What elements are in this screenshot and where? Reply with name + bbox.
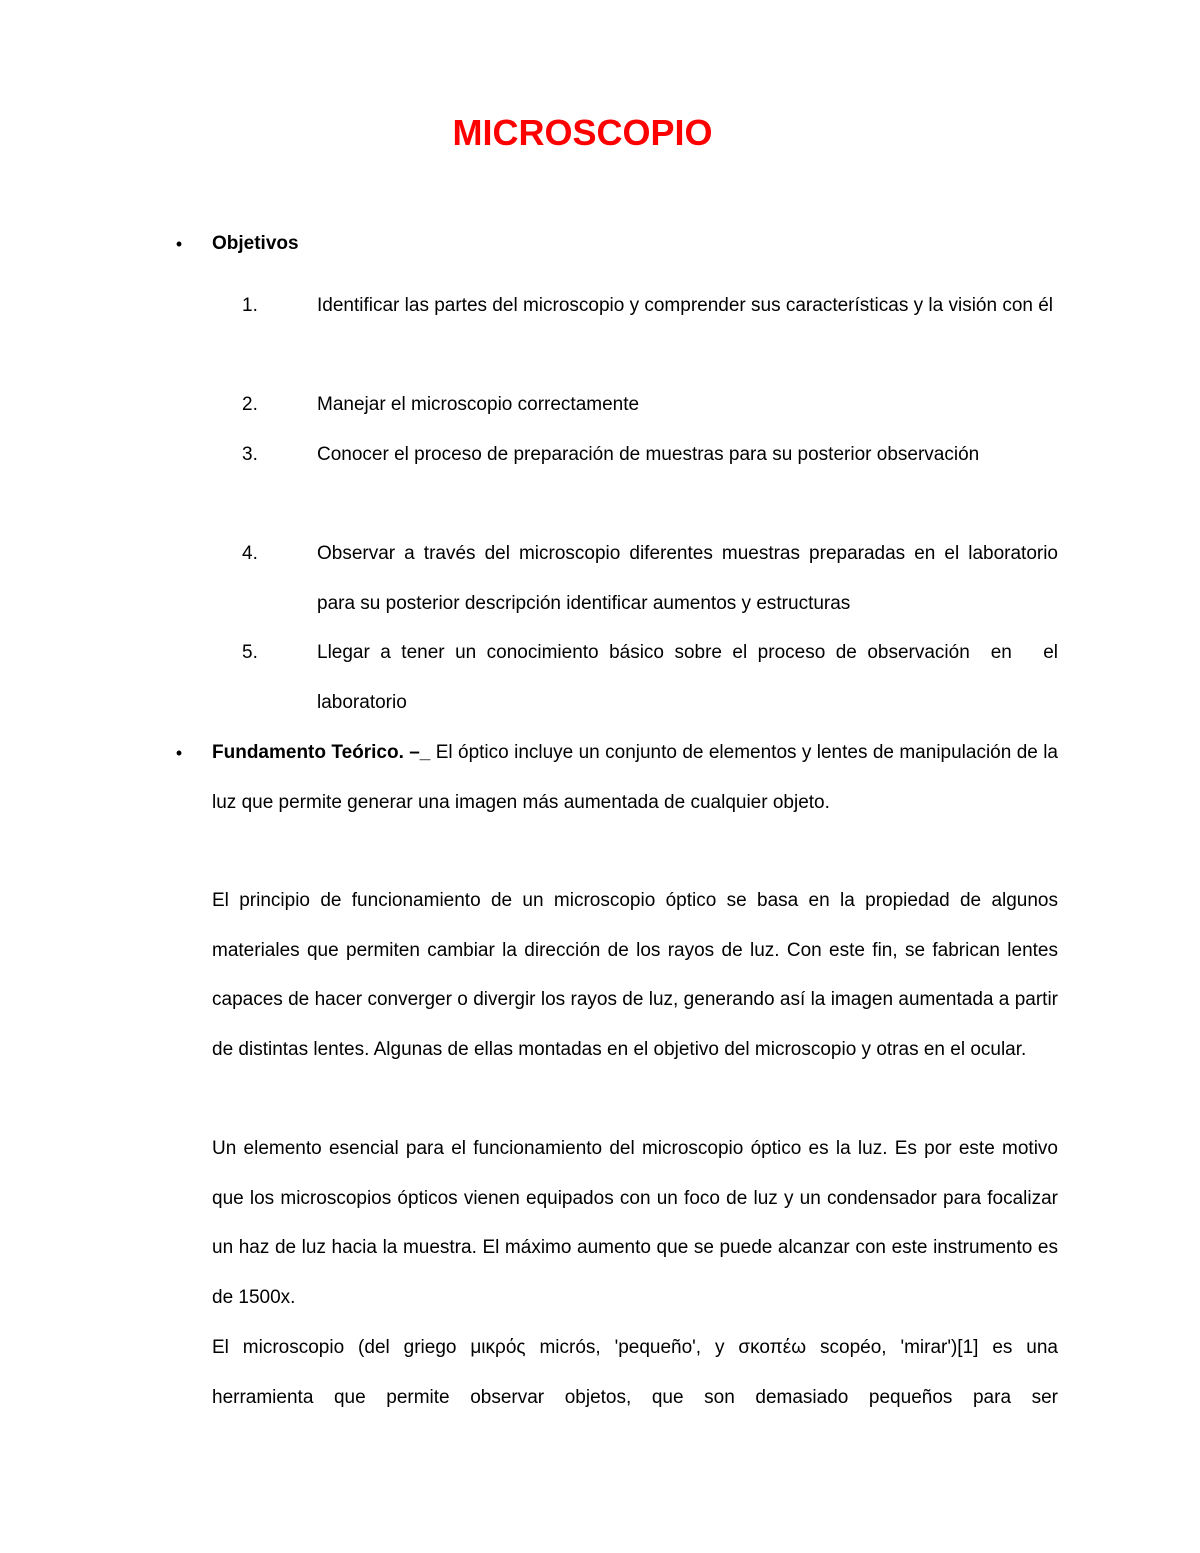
objective-text-3: Conocer el proceso de preparación de muestras para su posterior observación: [317, 444, 980, 465]
fundamento-intro: El óptico incluye un conjunto de elementos y lentes de manipulación de la luz que permite generar una imagen más aumentada de cualquier objeto.: [212, 742, 1058, 813]
objective-number-3: 3.: [242, 444, 258, 465]
fundamento-heading: Fundamento Teórico. –_: [212, 742, 431, 763]
objective-number-5: 5.: [242, 642, 258, 663]
objective-text-4: Observar a través del microscopio diferentes muestras preparadas en el laboratorio para su posterior descripción identificar aumentos y estructuras: [317, 543, 1058, 614]
objective-text-5: Llegar a tener un conocimiento básico sobre el proceso de observación en el laboratorio: [317, 642, 1064, 713]
objective-number-4: 4.: [242, 543, 258, 564]
objectives-heading: Objetivos: [212, 233, 299, 254]
objective-text-1: Identificar las partes del microscopio y comprender sus características y la visión con él: [317, 295, 1054, 316]
objective-text-2: Manejar el microscopio correctamente: [317, 394, 640, 415]
paragraph-definicion: El microscopio (del griego μικρός micrós, 'pequeño', y σκοπέω scopéo, 'mirar')[1] es una herramienta que permite observar objetos, que son demasiado pequeños para ser: [212, 1337, 1058, 1408]
paragraph-principio: El principio de funcionamiento de un microscopio óptico se basa en la propiedad de algunos materiales que permiten cambiar la dirección de los rayos de luz. Con este fin, se fabrican lentes capaces de hacer converger o divergir los rayos de luz, generando así la imagen aumentada a partir de distintas lentes. Algunas de ellas montadas en el objetivo del microscopio y otras en el ocular.: [212, 890, 1058, 1060]
bullet-objetivos: •: [175, 234, 183, 254]
objective-number-1: 1.: [242, 295, 258, 316]
document-title: MICROSCOPIO: [452, 112, 713, 153]
fundamento-paragraph: [212, 728, 1058, 827]
paragraph-luz: Un elemento esencial para el funcionamiento del microscopio óptico es la luz. Es por este motivo que los microscopios ópticos vienen equipados con un foco de luz y un condensador para focalizar un haz de luz hacia la muestra. El máximo aumento que se puede alcanzar con este instrumento es de 1500x.: [212, 1138, 1058, 1308]
objective-number-2: 2.: [242, 394, 258, 415]
bullet-fundamento: •: [175, 743, 183, 763]
